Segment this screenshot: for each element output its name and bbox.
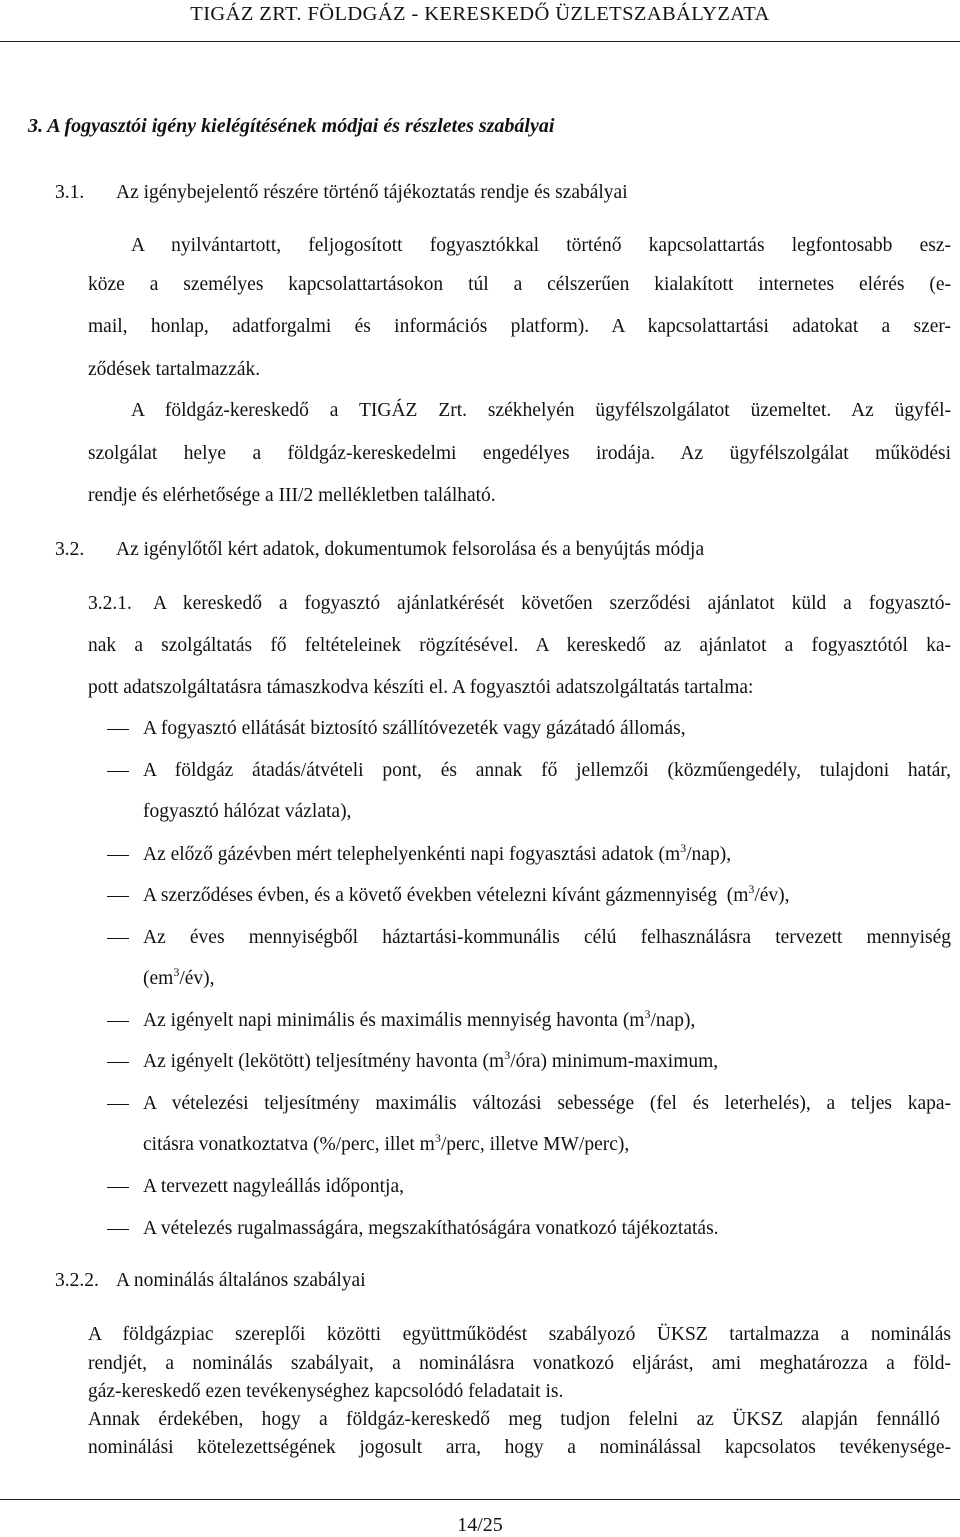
section-3-2-title: Az igénylőtől kért adatok, dokumentumok felsorolása és a benyújtás módja xyxy=(116,539,705,560)
header-divider xyxy=(0,41,960,42)
document-header-title: TIGÁZ ZRT. FÖLDGÁZ - KERESKEDŐ ÜZLETSZABÁLYZATA xyxy=(190,3,770,25)
s321-line-3: pott adatszolgáltatásra támaszkodva készíti el. A fogyasztói adatszolgáltatás tartalma: xyxy=(88,677,754,698)
s322-p2-line-1: Annak érdekében, hogy a földgáz-kereskedő meg tudjon felelni az ÜKSZ alapján fennálló xyxy=(88,1409,940,1430)
bullet-item-5-line-2: $(em^3/év)$, xyxy=(143,965,215,989)
dash-bullet-icon xyxy=(107,1104,129,1105)
s321-line-2: nak a szolgáltatás fő feltételeinek rögzítésével. A kereskedő az ajánlatot a fogyasztótól ka- xyxy=(88,635,951,656)
bullet-item-2-line-2: fogyasztó hálózat vázlata), xyxy=(143,801,352,822)
s31-p1-line-3: mail, honlap, adatforgalmi és információs platform). A kapcsolattartási adatokat a szer- xyxy=(88,316,951,337)
bullet-item-5-line-1: Az éves mennyiségből háztartási-kommunális célú felhasználásra tervezett mennyiség xyxy=(143,927,951,948)
bullet-item-7: Az igényelt (lekötött) teljesítmény havonta $(m^3/óra)$ minimum-maximum, xyxy=(143,1048,719,1072)
dash-bullet-icon xyxy=(107,896,129,897)
dash-bullet-icon xyxy=(107,1229,129,1230)
section-3-2-1-number: 3.2.1. xyxy=(88,593,132,614)
s31-p2-line-2: szolgálat helye a földgáz-kereskedelmi engedélyes irodája. Az ügyfélszolgálat működési xyxy=(88,443,951,464)
bullet-item-9: A tervezett nagyleállás időpontja, xyxy=(143,1176,404,1197)
s322-p1-line-1: A földgázpiac szereplői közötti együttműködést szabályozó ÜKSZ tartalmazza a nominálás xyxy=(88,1324,951,1345)
bullet-item-2-line-1: A földgáz átadás/átvételi pont, és annak fő jellemzői (közműengedély, tulajdoni határ, xyxy=(143,760,951,781)
s321-line-1: A kereskedő a fogyasztó ajánlatkérését követően szerződési ajánlatot küld a fogyasztó- xyxy=(153,593,951,614)
s31-p1-line-4: ződések tartalmazzák. xyxy=(88,359,261,380)
bullet-item-3: Az előző gázévben mért telephelyenkénti napi fogyasztási adatok $(m^3/nap)$, xyxy=(143,841,732,865)
section-3-2-number: 3.2. xyxy=(55,539,85,560)
section-3-2-2-title: A nominálás általános szabályai xyxy=(116,1270,366,1291)
section-3-1-number: 3.1. xyxy=(55,182,85,203)
dash-bullet-icon xyxy=(107,729,129,730)
bullet-item-10: A vételezés rugalmasságára, megszakíthatóságára vonatkozó tájékoztatás. xyxy=(143,1218,719,1239)
bullet-item-4: A szerződéses évben, és a követő években vételezni kívánt gázmennyiség $(m^3/év)$, xyxy=(143,882,790,906)
s31-p2-line-3: rendje és elérhetősége a III/2 mellékletben található. xyxy=(88,485,496,506)
dash-bullet-icon xyxy=(107,771,129,772)
dash-bullet-icon xyxy=(107,938,129,939)
bullet-item-1: A fogyasztó ellátását biztosító szállítóvezeték vagy gázátadó állomás, xyxy=(143,718,686,739)
bullet-item-8-line-1: A vételezési teljesítmény maximális változási sebessége (fel és leterhelés), a teljes kapa- xyxy=(143,1093,951,1114)
section-3-1-title: Az igénybejelentő részére történő tájékoztatás rendje és szabályai xyxy=(116,182,628,203)
section-3-heading: 3. A fogyasztói igény kielégítésének módjai és részletes szabályai xyxy=(28,115,555,137)
dash-bullet-icon xyxy=(107,1021,129,1022)
bullet-item-6: Az igényelt napi minimális és maximális mennyiség havonta $(m^3/nap)$, xyxy=(143,1007,696,1031)
dash-bullet-icon xyxy=(107,1062,129,1063)
bullet-item-8-line-2: citásra vonatkoztatva (%/perc, illet $m^3$/perc, illetve MW/perc), xyxy=(143,1131,630,1155)
page-number: 14/25 xyxy=(457,1514,503,1536)
s31-p1-line-2: köze a személyes kapcsolattartásokon túl a célszerűen kialakított internetes elérés (e- xyxy=(88,274,951,295)
s31-p1-line-1: A nyilvántartott, feljogosított fogyasztókkal történő kapcsolattartás legfontosabb esz- xyxy=(131,235,951,256)
footer-divider xyxy=(0,1499,960,1500)
s322-p1-line-2: rendjét, a nominálás szabályait, a nominálásra vonatkozó eljárást, ami meghatározza a föld- xyxy=(88,1353,951,1374)
s322-p1-line-3: gáz-kereskedő ezen tevékenységhez kapcsolódó feladatait is. xyxy=(88,1381,564,1402)
s31-p2-line-1: A földgáz-kereskedő a TIGÁZ Zrt. székhelyén ügyfélszolgálatot üzemeltet. Az ügyfél- xyxy=(131,400,951,421)
s322-p2-line-2: nominálási kötelezettségének jogosult arra, hogy a nominálással kapcsolatos tevékenysége- xyxy=(88,1437,951,1458)
dash-bullet-icon xyxy=(107,1187,129,1188)
section-3-2-2-number: 3.2.2. xyxy=(55,1270,99,1291)
dash-bullet-icon xyxy=(107,855,129,856)
